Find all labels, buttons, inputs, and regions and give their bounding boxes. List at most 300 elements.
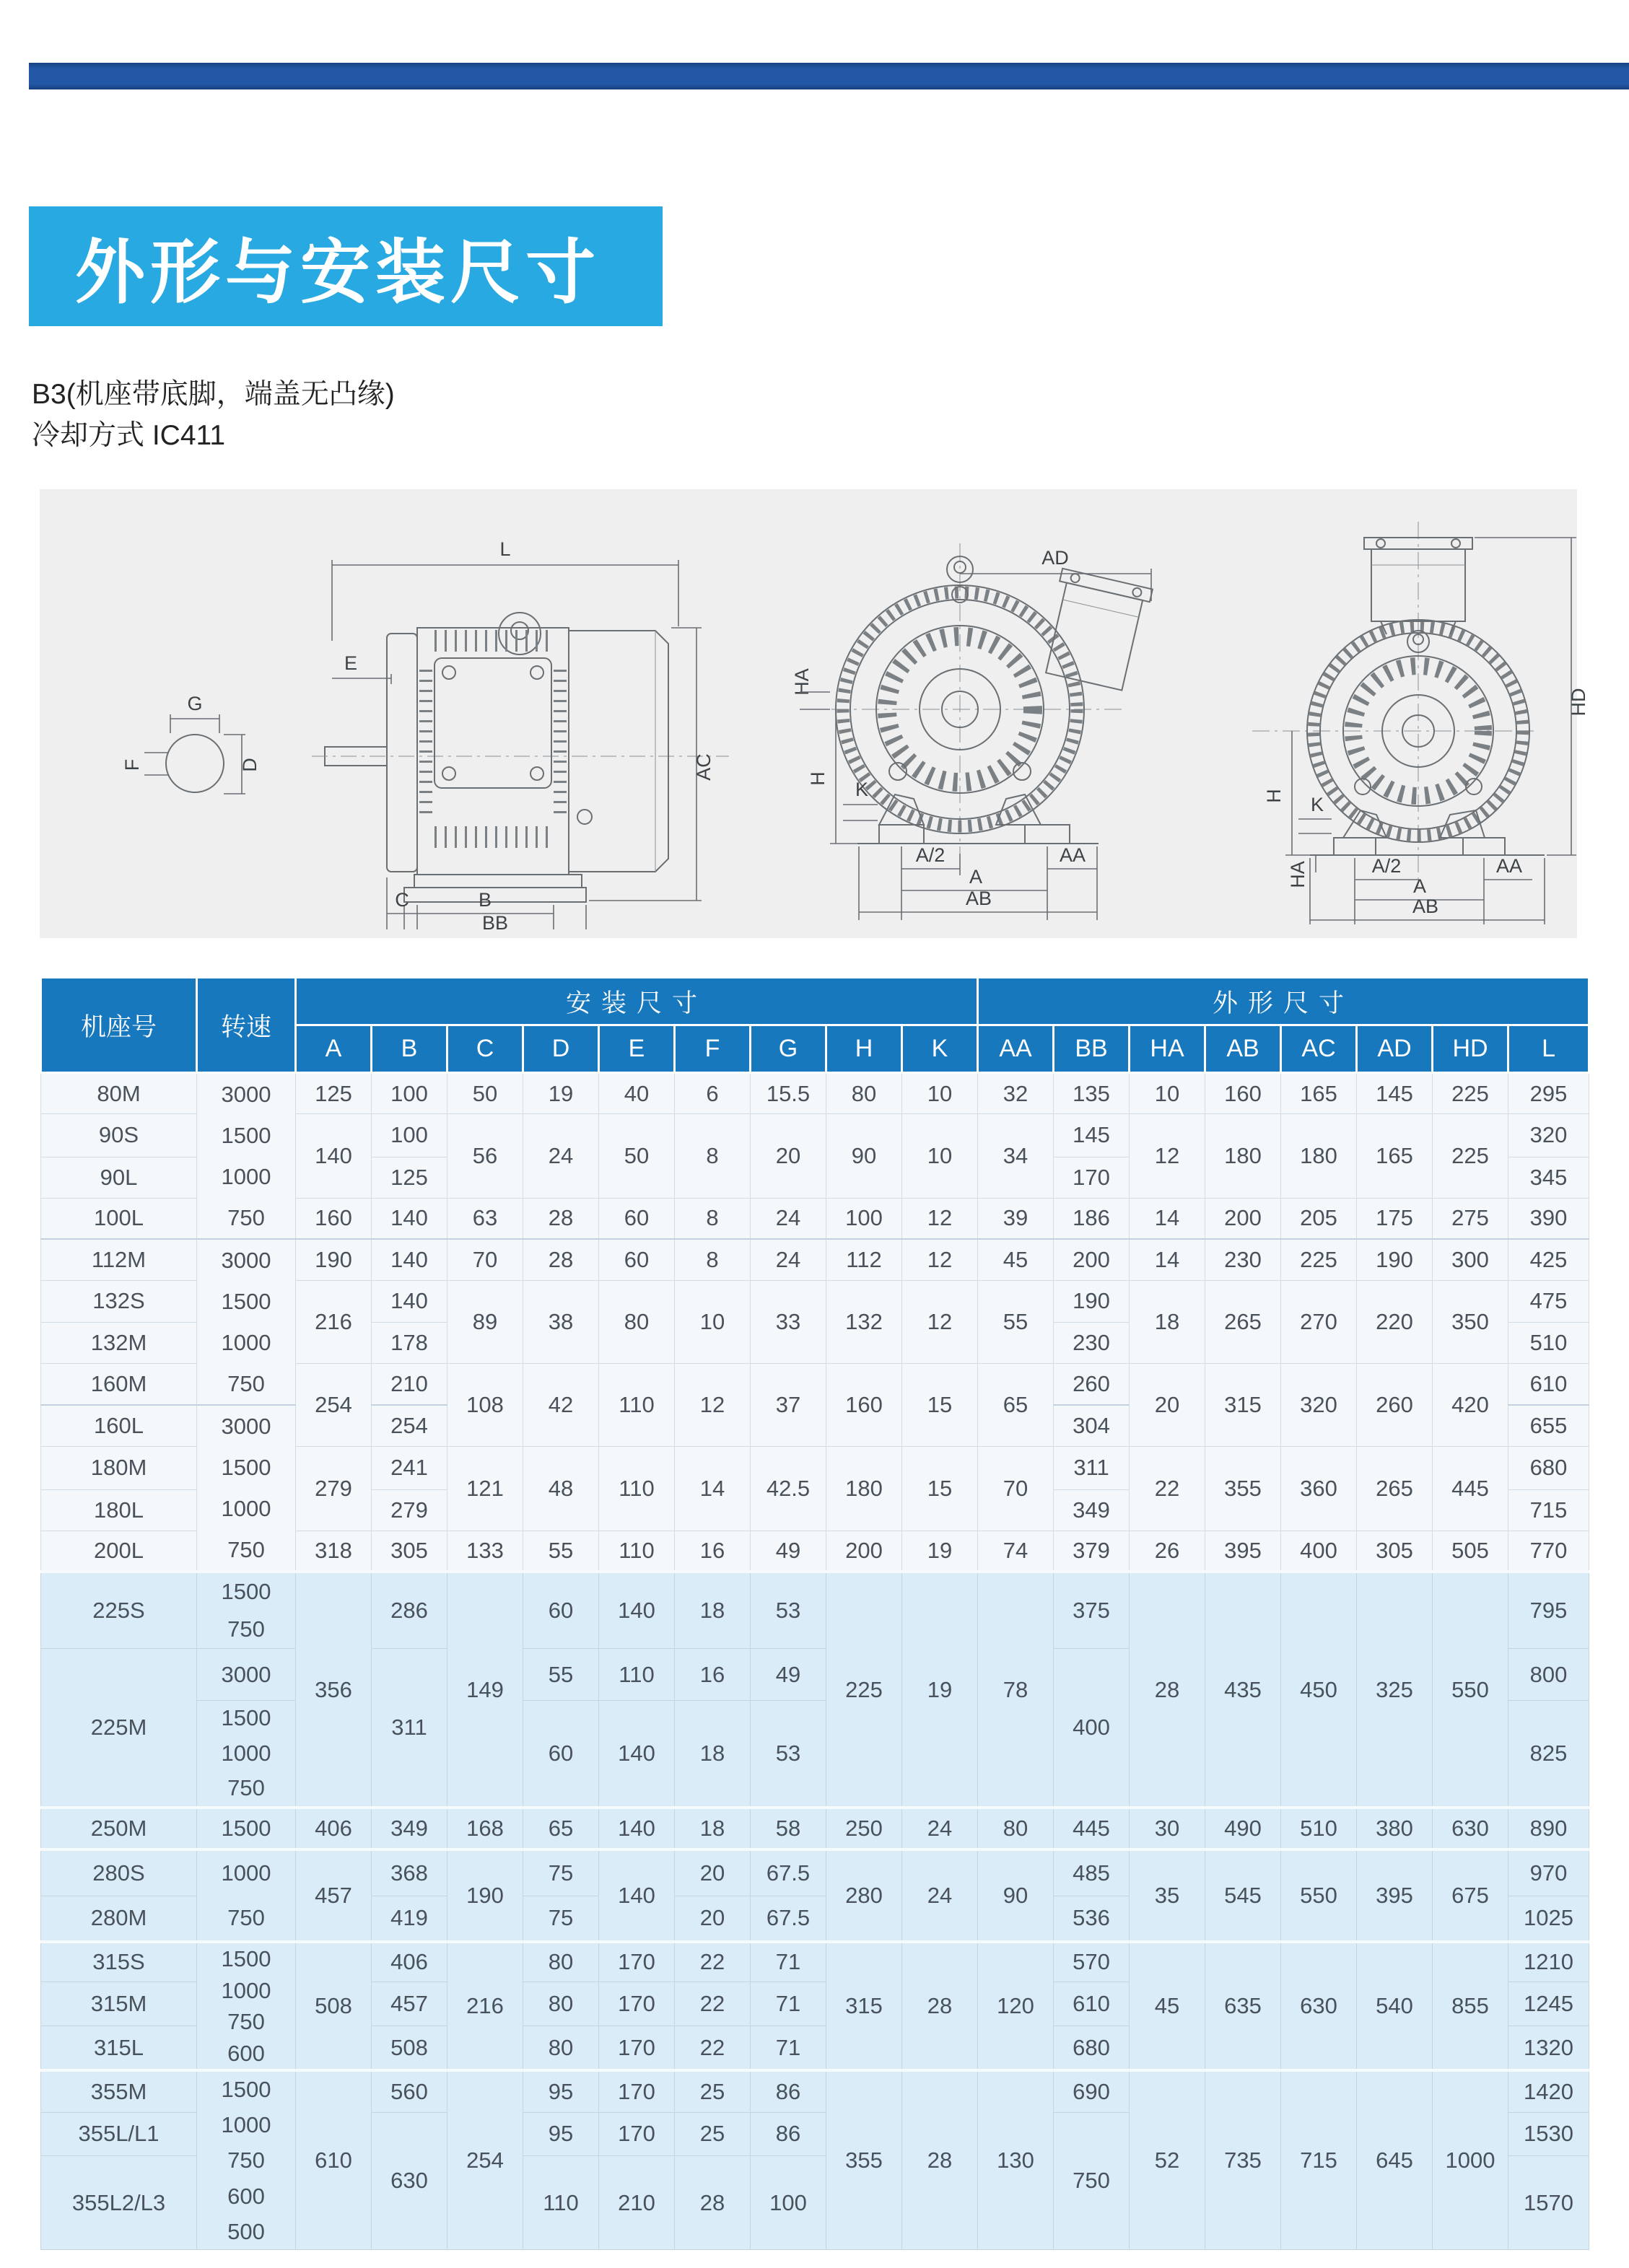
header-col-F: F: [675, 1025, 751, 1073]
cell-G: 86: [751, 2112, 826, 2156]
cell-E: 170: [599, 1982, 675, 2026]
dim-label-d: D: [239, 758, 261, 772]
cell-AA: 45: [978, 1239, 1054, 1280]
dim-label-ha-mid: HA: [791, 668, 813, 696]
header-install-group: 安装尺寸: [296, 978, 978, 1025]
cell-AC: 400: [1281, 1531, 1357, 1572]
cell-speed: 1000 750: [197, 1849, 296, 1942]
cell-HA: 14: [1130, 1239, 1205, 1280]
header-col-HD: HD: [1433, 1025, 1508, 1073]
header-col-L: L: [1508, 1025, 1589, 1073]
cell-BB: 379: [1054, 1531, 1130, 1572]
cell-D: 110: [523, 2156, 599, 2250]
cell-C: 254: [447, 2070, 523, 2250]
cell-A: 160: [296, 1198, 372, 1239]
cell-B: 286: [372, 1572, 447, 1649]
cell-speed: 1500 750: [197, 1572, 296, 1649]
cell-G: 71: [751, 2026, 826, 2070]
cell-F: 20: [675, 1849, 751, 1896]
cell-BB: 349: [1054, 1489, 1130, 1531]
cell-E: 110: [599, 1531, 675, 1572]
cell-K: 19: [902, 1531, 978, 1572]
header-col-HA: HA: [1130, 1025, 1205, 1073]
dim-label-bb: BB: [481, 912, 509, 929]
cell-AC: 360: [1281, 1446, 1357, 1531]
cell-HA: 28: [1130, 1572, 1205, 1808]
cell-C: 108: [447, 1363, 523, 1446]
cell-AA: 120: [978, 1942, 1054, 2070]
cell-B: 630: [372, 2112, 447, 2250]
cell-K: 12: [902, 1239, 978, 1280]
cell-frame: 315M: [41, 1982, 197, 2026]
cell-B: 100: [372, 1114, 447, 1157]
cell-BB: 260: [1054, 1363, 1130, 1405]
cell-BB: 145: [1054, 1114, 1130, 1157]
cell-E: 40: [599, 1073, 675, 1114]
cell-AC: 450: [1281, 1572, 1357, 1808]
cell-AD: 395: [1357, 1849, 1433, 1942]
cell-F: 8: [675, 1198, 751, 1239]
dim-label-f: F: [121, 758, 143, 771]
cell-AD: 540: [1357, 1942, 1433, 2070]
cell-AC: 320: [1281, 1363, 1357, 1446]
cell-AD: 380: [1357, 1808, 1433, 1849]
cell-L: 715: [1508, 1489, 1589, 1531]
cell-H: 90: [826, 1114, 902, 1199]
table-row: [41, 2070, 1589, 2112]
cell-AD: 325: [1357, 1572, 1433, 1808]
cell-D: 42: [523, 1363, 599, 1446]
dim-label-a-mid: A: [969, 866, 983, 888]
cell-H: 160: [826, 1363, 902, 1446]
cell-AA: 70: [978, 1446, 1054, 1531]
table-row: [41, 1808, 1589, 1849]
dim-label-c: C: [395, 889, 409, 911]
cooling-method-line: 冷却方式 IC411: [32, 420, 226, 451]
cell-A: 254: [296, 1363, 372, 1446]
cell-AD: 175: [1357, 1198, 1433, 1239]
cell-AD: 190: [1357, 1239, 1433, 1280]
cell-E: 80: [599, 1280, 675, 1363]
cell-D: 55: [523, 1649, 599, 1701]
mounting-type-line: B3(机座带底脚，端盖无凸缘): [32, 379, 395, 410]
cell-HA: 12: [1130, 1114, 1205, 1199]
table-row: [41, 1942, 1589, 1982]
cell-BB: 536: [1054, 1896, 1130, 1942]
cell-E: 50: [599, 1114, 675, 1199]
cell-HD: 300: [1433, 1239, 1508, 1280]
cell-B: 349: [372, 1808, 447, 1849]
cell-G: 24: [751, 1198, 826, 1239]
cell-HD: 675: [1433, 1849, 1508, 1942]
cell-frame: 225S: [41, 1572, 197, 1649]
cell-L: 970: [1508, 1849, 1589, 1896]
cell-HD: 1000: [1433, 2070, 1508, 2250]
cell-F: 16: [675, 1531, 751, 1572]
cell-G: 20: [751, 1114, 826, 1199]
cell-AA: 65: [978, 1363, 1054, 1446]
motor-end-view-top-box-drawing: [1209, 493, 1613, 933]
cell-BB: 750: [1054, 2112, 1130, 2250]
cell-BB: 445: [1054, 1808, 1130, 1849]
cell-AB: 355: [1205, 1446, 1281, 1531]
header-col-AA: AA: [978, 1025, 1054, 1073]
cell-L: 655: [1508, 1405, 1589, 1446]
cell-K: 15: [902, 1363, 978, 1446]
cell-K: 19: [902, 1572, 978, 1808]
cell-frame: 315S: [41, 1942, 197, 1982]
cell-G: 49: [751, 1531, 826, 1572]
cell-H: 180: [826, 1446, 902, 1531]
cell-frame: 355L/L1: [41, 2112, 197, 2156]
cell-K: 12: [902, 1280, 978, 1363]
cell-H: 100: [826, 1198, 902, 1239]
cell-C: 56: [447, 1114, 523, 1199]
cell-E: 110: [599, 1446, 675, 1531]
cell-C: 216: [447, 1942, 523, 2070]
cell-AA: 130: [978, 2070, 1054, 2250]
dim-label-b: B: [478, 889, 492, 911]
cell-HA: 52: [1130, 2070, 1205, 2250]
cell-frame: 90L: [41, 1157, 197, 1198]
cell-G: 33: [751, 1280, 826, 1363]
cell-HD: 225: [1433, 1114, 1508, 1199]
cell-H: 355: [826, 2070, 902, 2250]
cell-B: 210: [372, 1363, 447, 1405]
cell-K: 10: [902, 1073, 978, 1114]
cell-G: 58: [751, 1808, 826, 1849]
cell-K: 12: [902, 1198, 978, 1239]
cell-E: 170: [599, 2026, 675, 2070]
table-row: [41, 1073, 1589, 1114]
header-col-BB: BB: [1054, 1025, 1130, 1073]
cell-G: 71: [751, 1982, 826, 2026]
cell-G: 37: [751, 1363, 826, 1446]
cell-BB: 304: [1054, 1405, 1130, 1446]
cell-BB: 311: [1054, 1446, 1130, 1489]
cell-C: 149: [447, 1572, 523, 1808]
cell-F: 18: [675, 1572, 751, 1649]
cell-frame: 200L: [41, 1531, 197, 1572]
cell-frame: 80M: [41, 1073, 197, 1114]
cell-frame: 160M: [41, 1363, 197, 1405]
cell-A: 216: [296, 1280, 372, 1363]
cell-L: 800: [1508, 1649, 1589, 1701]
cell-L: 1245: [1508, 1982, 1589, 2026]
cell-AC: 630: [1281, 1942, 1357, 2070]
cell-L: 390: [1508, 1198, 1589, 1239]
cell-B: 100: [372, 1073, 447, 1114]
dimensions-table-header: [41, 978, 1589, 1073]
cell-AB: 635: [1205, 1942, 1281, 2070]
cell-B: 140: [372, 1280, 447, 1322]
cell-B: 140: [372, 1198, 447, 1239]
dim-label-aa-right: AA: [1495, 855, 1523, 877]
cell-BB: 610: [1054, 1982, 1130, 2026]
cell-D: 38: [523, 1280, 599, 1363]
cell-L: 770: [1508, 1531, 1589, 1572]
cell-G: 67.5: [751, 1896, 826, 1942]
cell-HD: 855: [1433, 1942, 1508, 2070]
cell-D: 65: [523, 1808, 599, 1849]
cell-E: 60: [599, 1239, 675, 1280]
cell-B: 279: [372, 1489, 447, 1531]
cell-C: 190: [447, 1849, 523, 1942]
dim-label-a2-right: A/2: [1371, 855, 1402, 877]
cell-AD: 645: [1357, 2070, 1433, 2250]
dimensions-table-body: [41, 1073, 1589, 2250]
cell-D: 55: [523, 1531, 599, 1572]
cell-F: 6: [675, 1073, 751, 1114]
cell-D: 24: [523, 1114, 599, 1199]
cell-D: 19: [523, 1073, 599, 1114]
cell-HA: 14: [1130, 1198, 1205, 1239]
cell-E: 140: [599, 1701, 675, 1808]
cell-H: 315: [826, 1942, 902, 2070]
cell-L: 1570: [1508, 2156, 1589, 2250]
cell-C: 133: [447, 1531, 523, 1572]
cell-BB: 400: [1054, 1649, 1130, 1808]
cell-G: 53: [751, 1701, 826, 1808]
cell-B: 305: [372, 1531, 447, 1572]
cell-AC: 225: [1281, 1239, 1357, 1280]
cell-K: 10: [902, 1114, 978, 1199]
cell-AA: 55: [978, 1280, 1054, 1363]
dim-label-ad: AD: [1041, 547, 1069, 569]
header-col-D: D: [523, 1025, 599, 1073]
cell-AC: 270: [1281, 1280, 1357, 1363]
cell-D: 75: [523, 1849, 599, 1896]
cell-AD: 265: [1357, 1446, 1433, 1531]
header-col-AC: AC: [1281, 1025, 1357, 1073]
cell-AB: 200: [1205, 1198, 1281, 1239]
cell-L: 680: [1508, 1446, 1589, 1489]
cell-B: 241: [372, 1446, 447, 1489]
cell-frame: 355M: [41, 2070, 197, 2112]
cell-frame: 355L2/L3: [41, 2156, 197, 2250]
cell-AC: 550: [1281, 1849, 1357, 1942]
cell-H: 200: [826, 1531, 902, 1572]
cell-B: 311: [372, 1649, 447, 1808]
cell-BB: 680: [1054, 2026, 1130, 2070]
motor-end-view-side-box-drawing: [787, 493, 1205, 933]
cell-F: 16: [675, 1649, 751, 1701]
cell-G: 15.5: [751, 1073, 826, 1114]
cell-AA: 80: [978, 1808, 1054, 1849]
header-col-A: A: [296, 1025, 372, 1073]
cell-AB: 735: [1205, 2070, 1281, 2250]
cell-HD: 550: [1433, 1572, 1508, 1808]
dimensions-table: [40, 976, 1590, 2250]
cell-speed: 3000 1500 1000 750: [197, 1239, 296, 1405]
dim-label-g: G: [187, 693, 203, 714]
cell-A: 279: [296, 1446, 372, 1531]
cell-E: 140: [599, 1572, 675, 1649]
cell-BB: 200: [1054, 1239, 1130, 1280]
technical-drawing-panel: [40, 489, 1589, 938]
cell-frame: 112M: [41, 1239, 197, 1280]
header-col-AB: AB: [1205, 1025, 1281, 1073]
cell-HA: 20: [1130, 1363, 1205, 1446]
cell-E: 140: [599, 1808, 675, 1849]
cell-HA: 30: [1130, 1808, 1205, 1849]
cell-F: 20: [675, 1896, 751, 1942]
cell-E: 110: [599, 1649, 675, 1701]
cell-D: 80: [523, 2026, 599, 2070]
cell-E: 170: [599, 2070, 675, 2112]
cell-AA: 39: [978, 1198, 1054, 1239]
cell-AD: 145: [1357, 1073, 1433, 1114]
cell-AB: 435: [1205, 1572, 1281, 1808]
cell-F: 22: [675, 1942, 751, 1982]
cell-H: 280: [826, 1849, 902, 1942]
cell-L: 1530: [1508, 2112, 1589, 2156]
cell-K: 28: [902, 2070, 978, 2250]
cell-E: 140: [599, 1849, 675, 1942]
cell-speed: 1500 1000 750: [197, 1701, 296, 1808]
cell-A: 356: [296, 1572, 372, 1808]
cell-D: 95: [523, 2070, 599, 2112]
cell-speed: 1500 1000 750 600 500: [197, 2070, 296, 2250]
header-col-B: B: [372, 1025, 447, 1073]
header-col-K: K: [902, 1025, 978, 1073]
dim-label-ha-right: HA: [1287, 861, 1309, 888]
header-col-H: H: [826, 1025, 902, 1073]
cell-L: 825: [1508, 1701, 1589, 1808]
cell-HD: 350: [1433, 1280, 1508, 1363]
cell-G: 24: [751, 1239, 826, 1280]
page-title-text: 外形与安装尺寸: [75, 233, 600, 312]
cell-F: 22: [675, 2026, 751, 2070]
cell-G: 53: [751, 1572, 826, 1649]
cell-B: 560: [372, 2070, 447, 2112]
cell-L: 475: [1508, 1280, 1589, 1322]
cell-L: 890: [1508, 1808, 1589, 1849]
dim-label-h-mid: H: [807, 771, 829, 786]
motor-side-view-drawing: [108, 496, 758, 929]
cell-AA: 90: [978, 1849, 1054, 1942]
cell-HD: 505: [1433, 1531, 1508, 1572]
cell-L: 1420: [1508, 2070, 1589, 2112]
cell-B: 457: [372, 1982, 447, 2026]
cell-speed: 3000: [197, 1649, 296, 1701]
cell-AD: 305: [1357, 1531, 1433, 1572]
header-col-E: E: [599, 1025, 675, 1073]
cell-A: 318: [296, 1531, 372, 1572]
cell-B: 140: [372, 1239, 447, 1280]
cell-D: 80: [523, 1942, 599, 1982]
dim-label-k-right: K: [1310, 794, 1324, 815]
header-frame: 机座号: [41, 978, 197, 1073]
table-row: [41, 1849, 1589, 1896]
cell-H: 250: [826, 1808, 902, 1849]
cell-frame: 100L: [41, 1198, 197, 1239]
cell-AC: 205: [1281, 1198, 1357, 1239]
cell-speed: 1500: [197, 1808, 296, 1849]
cell-D: 80: [523, 1982, 599, 2026]
cell-L: 610: [1508, 1363, 1589, 1405]
dim-label-l: L: [499, 538, 511, 560]
cell-L: 1210: [1508, 1942, 1589, 1982]
cell-AA: 78: [978, 1572, 1054, 1808]
dim-label-k-mid: K: [855, 779, 869, 800]
cell-G: 71: [751, 1942, 826, 1982]
cell-AA: 32: [978, 1073, 1054, 1114]
cell-F: 12: [675, 1363, 751, 1446]
cell-E: 210: [599, 2156, 675, 2250]
cell-D: 60: [523, 1572, 599, 1649]
cell-HD: 420: [1433, 1363, 1508, 1446]
cell-frame: 315L: [41, 2026, 197, 2070]
cell-B: 508: [372, 2026, 447, 2070]
cell-F: 28: [675, 2156, 751, 2250]
cell-H: 225: [826, 1572, 902, 1808]
cell-frame: 90S: [41, 1114, 197, 1157]
cell-HA: 45: [1130, 1942, 1205, 2070]
cell-F: 22: [675, 1982, 751, 2026]
cell-BB: 186: [1054, 1198, 1130, 1239]
dim-label-a2-mid: A/2: [915, 844, 945, 866]
cell-BB: 135: [1054, 1073, 1130, 1114]
cell-HA: 35: [1130, 1849, 1205, 1942]
cell-H: 112: [826, 1239, 902, 1280]
cell-K: 15: [902, 1446, 978, 1531]
cell-AD: 260: [1357, 1363, 1433, 1446]
cell-HD: 275: [1433, 1198, 1508, 1239]
cell-AD: 165: [1357, 1114, 1433, 1199]
cell-frame: 180M: [41, 1446, 197, 1489]
cell-speed: 1500 1000 750 600: [197, 1942, 296, 2070]
cell-F: 25: [675, 2112, 751, 2156]
cell-F: 8: [675, 1114, 751, 1199]
cell-E: 170: [599, 2112, 675, 2156]
cell-A: 140: [296, 1114, 372, 1199]
dim-label-ab-right: AB: [1412, 896, 1439, 917]
cell-G: 42.5: [751, 1446, 826, 1531]
header-col-C: C: [447, 1025, 523, 1073]
cell-frame: 225M: [41, 1649, 197, 1808]
cell-BB: 375: [1054, 1572, 1130, 1649]
cell-BB: 170: [1054, 1157, 1130, 1198]
cell-L: 1320: [1508, 2026, 1589, 2070]
cell-BB: 485: [1054, 1849, 1130, 1896]
cell-C: 50: [447, 1073, 523, 1114]
cell-HD: 630: [1433, 1808, 1508, 1849]
cell-frame: 280M: [41, 1896, 197, 1942]
cell-AA: 34: [978, 1114, 1054, 1199]
cell-F: 18: [675, 1808, 751, 1849]
header-outline-group: 外形尺寸: [978, 978, 1589, 1025]
dim-label-hd: HD: [1568, 688, 1589, 717]
header-speed: 转速: [197, 978, 296, 1073]
dim-label-a-right: A: [1412, 875, 1427, 897]
cell-AB: 315: [1205, 1363, 1281, 1446]
cell-AD: 220: [1357, 1280, 1433, 1363]
cell-D: 60: [523, 1701, 599, 1808]
cell-K: 28: [902, 1942, 978, 2070]
cell-speed: 3000 1500 1000 750: [197, 1405, 296, 1572]
cell-C: 70: [447, 1239, 523, 1280]
cell-BB: 570: [1054, 1942, 1130, 1982]
dim-label-h-right: H: [1263, 789, 1285, 803]
cell-D: 95: [523, 2112, 599, 2156]
cell-E: 60: [599, 1198, 675, 1239]
cell-AC: 715: [1281, 2070, 1357, 2250]
cell-C: 121: [447, 1446, 523, 1531]
cell-AB: 395: [1205, 1531, 1281, 1572]
cell-F: 25: [675, 2070, 751, 2112]
cell-C: 89: [447, 1280, 523, 1363]
